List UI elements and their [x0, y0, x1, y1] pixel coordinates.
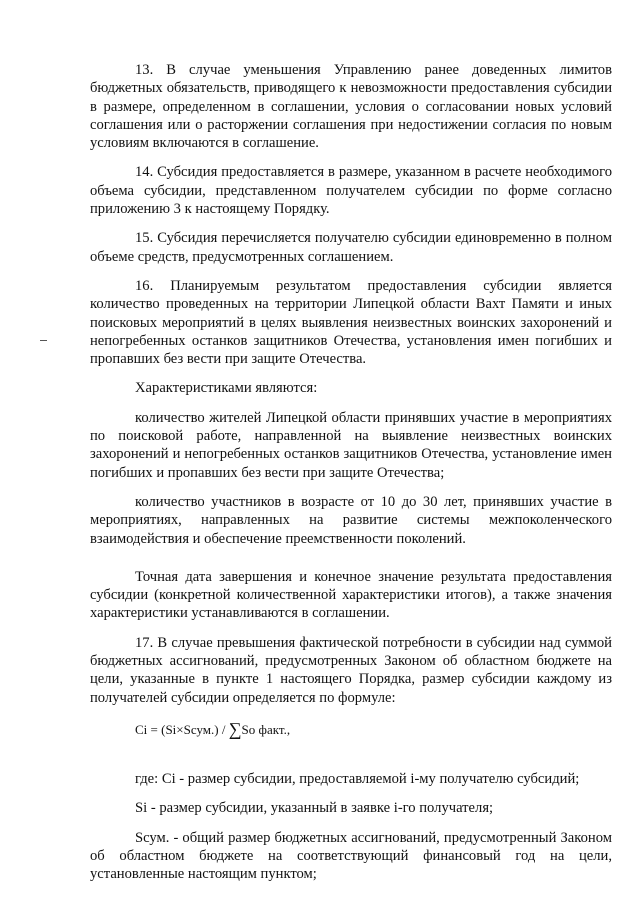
definition-ssum: Sсум. - общий размер бюджетных ассигнований, предусмотренный Законом об областном бюджете на соответствующий финансовый год на цели, установленные настоящим пунктом;	[90, 829, 612, 883]
margin-mark	[40, 340, 47, 341]
paragraph-17: 17. В случае превышения фактической потребности в субсидии над суммой бюджетных ассигнований, предусмотренных Законом об областном бюджете на цели, указанные в пункте 1 настоящего Порядка, размер субсидии каждому из получателей субсидии определяется по формуле:	[90, 634, 612, 706]
characteristic-residents: количество жителей Липецкой области принявших участие в мероприятиях по поисковой работе, направленной на выявление неизвестных воинских захоронений и непогребенных останков защитников Отечества, установление имен погибших и пропавших без вести при защите Отечества;	[90, 409, 612, 481]
subsidy-formula	[135, 719, 612, 739]
paragraph-13: 13. В случае уменьшения Управлению ранее доведенных лимитов бюджетных обязательств, приводящего к невозможности предоставления субсидии в размере, определенном в соглашении, условия о согласовании новых условий соглашения или о расторжении соглашения при недостижении согласия по новым условиям включаются в соглашение.	[90, 62, 612, 152]
formula-right: So факт.,	[241, 721, 291, 737]
paragraph-15: 15. Субсидия перечисляется получателю субсидии единовременно в полном объеме средств, предусмотренных соглашением.	[90, 230, 612, 265]
paragraph-16: 16. Планируемым результатом предоставления субсидии является количество проведенных на территории Липецкой области Вахт Памяти и иных поисковых мероприятий в целях выявления неизвестных воинских захоронений и непогребенных останков защитников Отечества, установления имен погибших и пропавших без вести при защите Отечества.	[90, 277, 612, 368]
formula-left: Ci = (Si×Sсум.) /	[135, 721, 229, 737]
definition-si: Si - размер субсидии, указанный в заявке i-го получателя;	[135, 800, 494, 817]
document-page	[90, 61, 612, 894]
characteristic-youth: количество участников в возрасте от 10 до 30 лет, принявших участие в мероприятиях, направленных на развитие системы межпоколенческого взаимодействия и обеспечение преемственности поколений.	[90, 493, 612, 547]
definition-ci: где: Ci - размер субсидии, предоставляемой i-му получателю субсидий;	[135, 770, 580, 787]
paragraph-14: 14. Субсидия предоставляется в размере, указанном в расчете необходимого объема субсидии, представленном получателем субсидии по форме согласно приложению 3 к настоящему Порядку.	[90, 164, 612, 218]
characteristics-heading: Характеристиками являются:	[135, 380, 318, 397]
result-date-paragraph: Точная дата завершения и конечное значение результата предоставления субсидии (конкретной количественной характеристики итогов), а также значения характеристики устанавливаются в соглашении.	[90, 568, 612, 622]
sum-symbol: ∑	[228, 718, 242, 739]
